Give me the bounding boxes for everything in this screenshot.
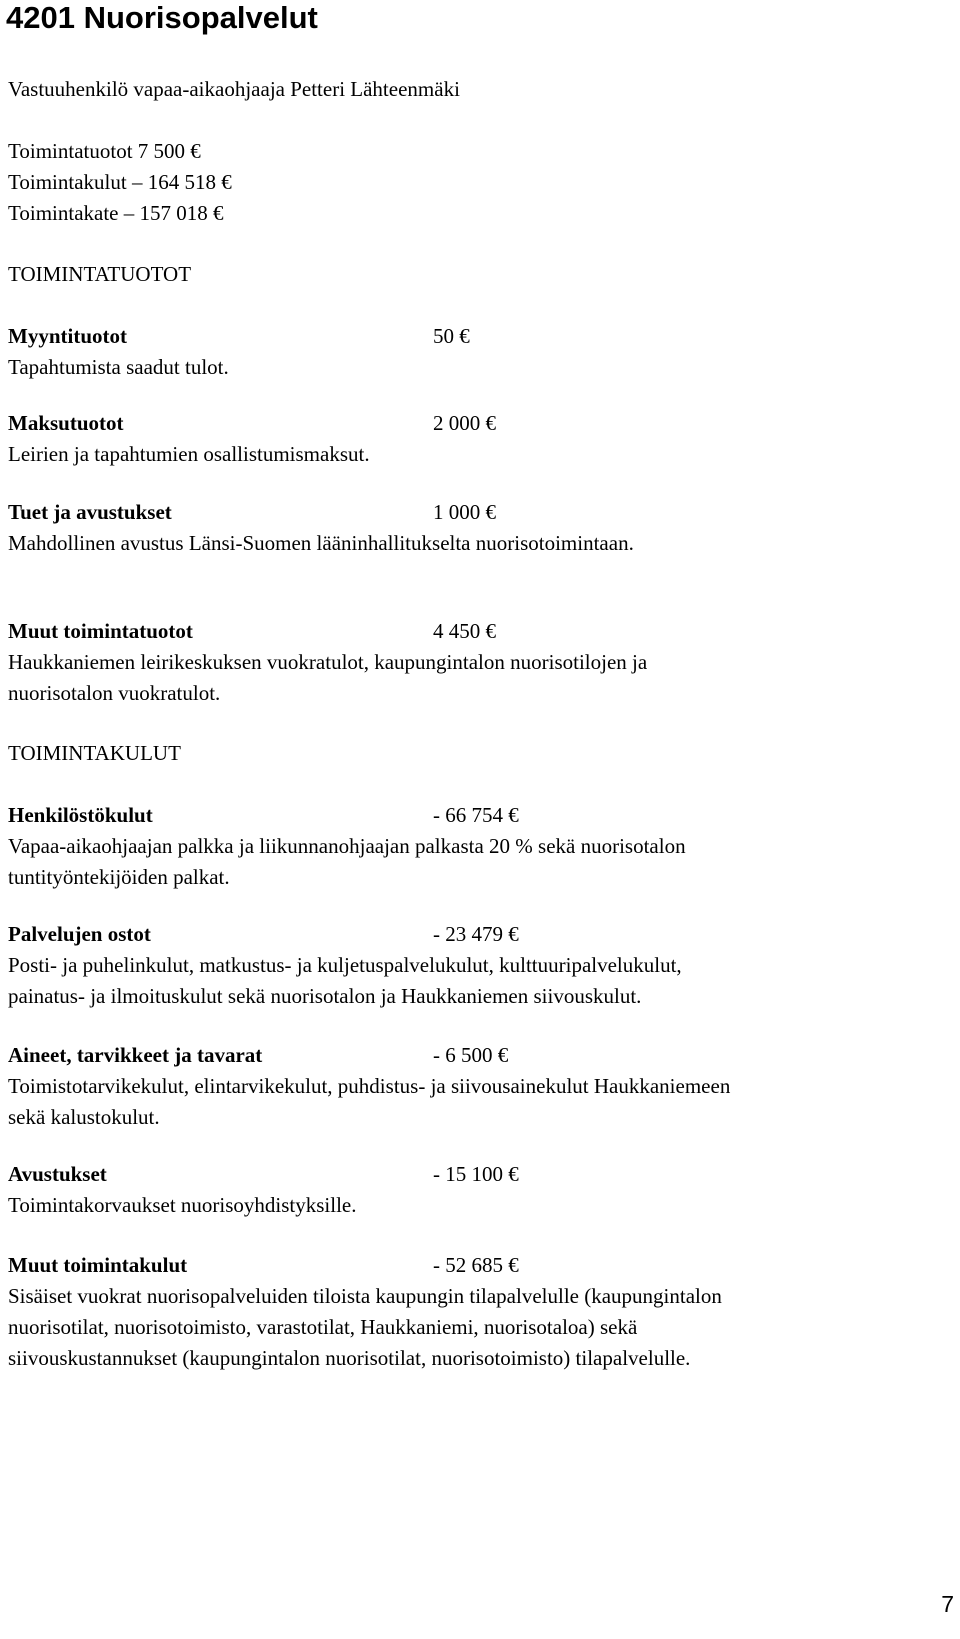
expense-item-header <box>8 1040 948 1071</box>
responsible-person: Vastuuhenkilö vapaa-aikaohjaaja Petteri Lähteenmäki <box>8 77 460 101</box>
item-description: Haukkaniemen leirikeskuksen vuokratulot, kaupungintalon nuorisotilojen ja <box>8 650 648 674</box>
item-label: Muut toimintakulut <box>8 1253 188 1277</box>
item-description: Posti- ja puhelinkulut, matkustus- ja kuljetuspalvelukulut, kulttuuripalvelukulut, <box>8 953 682 977</box>
income-heading: TOIMINTATUOTOT <box>8 262 192 286</box>
page-title: 4201 Nuorisopalvelut <box>6 0 318 35</box>
summary-margin: Toimintakate – 157 018 € <box>8 201 224 225</box>
income-item <box>8 408 948 470</box>
expense-item <box>8 1250 948 1374</box>
income-item <box>8 616 948 709</box>
item-description: Tapahtumista saadut tulot. <box>8 355 229 379</box>
income-item-header <box>8 616 948 647</box>
item-label: Maksutuotot <box>8 411 124 435</box>
item-description: Vapaa-aikaohjaajan palkka ja liikunnanohjaajan palkasta 20 % sekä nuorisotalon <box>8 834 686 858</box>
item-description: Toimistotarvikekulut, elintarvikekulut, puhdistus- ja siivousainekulut Haukkaniemeen <box>8 1074 731 1098</box>
item-description: nuorisotilat, nuorisotoimisto, varastotilat, Haukkaniemi, nuorisotaloa) sekä <box>8 1315 638 1339</box>
summary-expenses: Toimintakulut – 164 518 € <box>8 170 232 194</box>
summary-income: Toimintatuotot 7 500 € <box>8 139 201 163</box>
page-number: 7 <box>941 1591 954 1617</box>
item-amount: - 6 500 € <box>433 1043 509 1067</box>
item-amount: - 66 754 € <box>433 803 519 827</box>
item-amount: - 23 479 € <box>433 922 519 946</box>
item-description: sekä kalustokulut. <box>8 1105 160 1129</box>
item-label: Aineet, tarvikkeet ja tavarat <box>8 1043 263 1067</box>
expense-item <box>8 1040 948 1133</box>
item-description: painatus- ja ilmoituskulut sekä nuorisotalon ja Haukkaniemen siivouskulut. <box>8 984 642 1008</box>
item-amount: 50 € <box>433 324 470 348</box>
expense-item-header <box>8 1250 948 1281</box>
expense-item <box>8 919 948 1012</box>
item-amount: 1 000 € <box>433 500 496 524</box>
income-item-header <box>8 497 948 528</box>
income-item <box>8 321 948 383</box>
item-amount: 4 450 € <box>433 619 496 643</box>
item-label: Palvelujen ostot <box>8 922 151 946</box>
item-description: nuorisotalon vuokratulot. <box>8 681 221 705</box>
income-item-header <box>8 321 948 352</box>
item-description: Mahdollinen avustus Länsi-Suomen lääninhallitukselta nuorisotoimintaan. <box>8 531 634 555</box>
expense-item-header <box>8 800 948 831</box>
income-item <box>8 497 948 559</box>
income-item-header <box>8 408 948 439</box>
item-label: Henkilöstökulut <box>8 803 153 827</box>
expense-heading: TOIMINTAKULUT <box>8 741 181 765</box>
item-description: Toimintakorvaukset nuorisoyhdistyksille. <box>8 1193 357 1217</box>
expense-item <box>8 800 948 893</box>
item-label: Tuet ja avustukset <box>8 500 172 524</box>
expense-item <box>8 1159 948 1221</box>
item-amount: - 15 100 € <box>433 1162 519 1186</box>
expense-item-header <box>8 1159 948 1190</box>
item-label: Muut toimintatuotot <box>8 619 193 643</box>
item-amount: - 52 685 € <box>433 1253 519 1277</box>
item-description: tuntityöntekijöiden palkat. <box>8 865 230 889</box>
expense-item-header <box>8 919 948 950</box>
item-label: Avustukset <box>8 1162 107 1186</box>
item-description: Leirien ja tapahtumien osallistumismaksut. <box>8 442 370 466</box>
item-amount: 2 000 € <box>433 411 496 435</box>
item-label: Myyntituotot <box>8 324 127 348</box>
item-description: siivouskustannukset (kaupungintalon nuorisotilat, nuorisotoimisto) tilapalvelulle. <box>8 1346 691 1370</box>
item-description: Sisäiset vuokrat nuorisopalveluiden tiloista kaupungin tilapalvelulle (kaupungintalon <box>8 1284 722 1308</box>
